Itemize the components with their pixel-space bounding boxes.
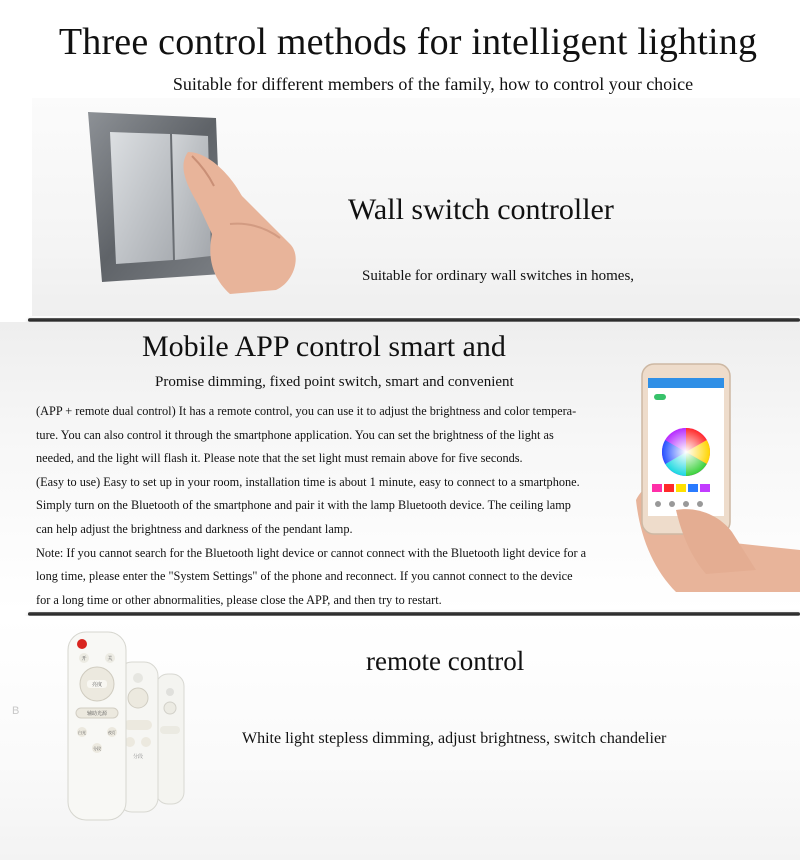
mobile-app-subheading: Promise dimming, fixed point switch, smart and convenient [155,374,514,390]
description-line: long time, please enter the "System Settings" of the phone and reconnect. If you cannot connect to the device [36,569,573,584]
remote-label: 夜灯 [108,730,116,735]
switch-key-left [110,132,173,264]
remote-label: 开 [81,656,87,662]
description-line: can help adjust the brightness and darkness of the pendant lamp. [36,521,353,536]
page-subtitle: Suitable for different members of the family, how to control your choice [172,74,694,94]
phone-in-hand-illustration [636,360,800,592]
remote-control-description: White light stepless dimming, adjust brightness, switch chandelier [242,730,667,747]
description-line: Note: If you cannot search for the Bluetooth light device or cannot connect with the Bluetooth light device for a [36,545,587,560]
remote-label: 白光 [78,730,86,735]
stray-mark: B [12,705,20,717]
description-line: for a long time or other abnormalities, please close the APP, and then try to restart. [36,592,442,607]
remote-controls-illustration [60,628,200,824]
remote-label: 亮度 [91,682,103,688]
remote-control-heading: remote control [366,646,525,676]
remote-label: 分段 [93,746,101,751]
description-line: (APP + remote dual control) It has a remote control, you can use it to adjust the brightness and color tempera- [36,404,577,418]
remote-label: 关 [107,656,113,662]
description-line: needed, and the light will flash it. Please note that the set light must remain above for five seconds. [36,451,523,466]
page-title: Three control methods for intelligent lighting [58,21,758,63]
description-line: ture. You can also control it through the smartphone application. You can set the brightness of the light as [36,427,554,442]
description-line: (Easy to use) Easy to set up in your room, installation time is about 1 minute, easy to connect to a smartphone. [36,474,580,489]
color-wheel-icon [662,428,710,476]
remote-label: 辅助光源 [86,711,108,717]
mobile-app-heading: Mobile APP control smart and [142,330,506,363]
mobile-app-description [36,400,640,612]
remote-label: 分段 [132,754,144,760]
wall-switch-heading: Wall switch controller [348,193,614,226]
wall-switch-illustration [80,104,330,294]
description-line: Simply turn on the Bluetooth of the smartphone and pair it with the lamp Bluetooth device. The ceiling lamp [36,498,571,513]
wall-switch-description: Suitable for ordinary wall switches in homes, [362,268,635,284]
power-icon [77,639,87,649]
remote-large [68,632,126,820]
